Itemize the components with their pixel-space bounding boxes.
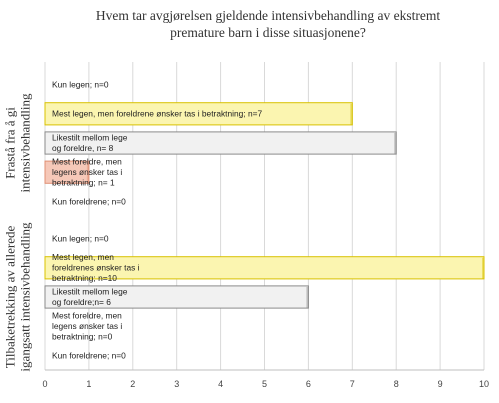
data-label — [52, 109, 263, 119]
category-group-label-line: Frastå fra å gi — [2, 107, 18, 179]
chart-title-line-2: premature barn i disse situasjonene? — [170, 25, 366, 40]
data-label-line: og foreldre;n= 6 — [52, 297, 111, 308]
data-label-line: legens ønsker tas i — [52, 321, 123, 332]
x-tick-label: 2 — [130, 379, 136, 389]
data-label-line: og foreldre, n= 8 — [52, 143, 114, 154]
category-group-label — [3, 93, 33, 192]
category-group-label — [3, 222, 33, 372]
x-tick-label: 7 — [349, 379, 355, 389]
group-labels — [3, 93, 33, 372]
data-label — [52, 80, 109, 90]
data-label-line: Mest foreldre, men — [52, 310, 122, 321]
x-tick-label: 9 — [437, 379, 443, 389]
data-label — [52, 234, 109, 244]
data-label-line: Kun legen; n=0 — [52, 233, 109, 244]
data-label-line: betraktning; n=0 — [52, 331, 113, 342]
x-tick-label: 3 — [174, 379, 180, 389]
x-tick-label: 8 — [393, 379, 399, 389]
category-group-label-line: Tilbaketrekking av allerede — [2, 225, 18, 369]
data-label-line: Mest foreldre, men — [52, 156, 122, 167]
data-label-line: Kun foreldrene; n=0 — [52, 350, 126, 361]
x-tick-label: 10 — [478, 379, 490, 389]
data-label — [52, 311, 122, 342]
data-label-line: Likestilt mellom lege — [52, 132, 128, 143]
bar-edge-shade — [350, 104, 352, 125]
bar-edge-shade — [306, 287, 308, 308]
x-axis — [42, 370, 489, 389]
x-tick-label: 5 — [261, 379, 268, 389]
data-label — [52, 196, 126, 206]
x-tick-label: 4 — [218, 379, 224, 389]
data-label-line: Kun legen; n=0 — [52, 79, 109, 90]
bar-edge-shade — [394, 133, 396, 154]
data-label — [52, 350, 126, 360]
data-label-line: foreldrenes ønsker tas i — [52, 262, 140, 273]
data-label — [52, 157, 122, 188]
data-label-line: betraktning; n= 1 — [52, 177, 115, 188]
x-tick-label: 6 — [305, 379, 311, 389]
data-label-line: betraktning; n=10 — [52, 273, 117, 284]
category-group-label-line: intensivbehandling — [17, 93, 33, 193]
chart-title — [96, 8, 440, 40]
chart-title-line-1: Hvem tar avgjørelsen gjeldende intensivbehandling av ekstremt — [95, 8, 441, 23]
data-label-line: Kun foreldrene; n=0 — [52, 196, 126, 207]
x-tick-label: 1 — [86, 379, 92, 389]
data-label-line: Mest legen, men — [52, 252, 114, 263]
x-tick-label: 0 — [42, 379, 48, 389]
bar-edge-shade — [482, 258, 484, 279]
data-label-line: Likestilt mellom lege — [52, 286, 128, 297]
data-label-line: legens ønsker tas i — [52, 167, 123, 178]
category-group-label-line: igangsatt intensivbehandling — [17, 222, 33, 372]
data-label-line: Mest legen, men foreldrene ønsker tas i betraktning; n=7 — [52, 108, 263, 119]
